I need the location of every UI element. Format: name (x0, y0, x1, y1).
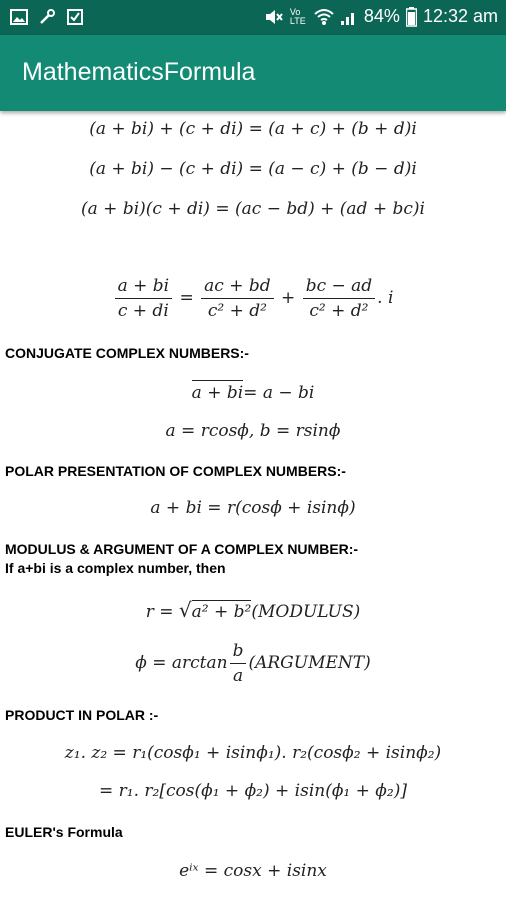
sqrt-sign: √ (178, 598, 192, 622)
heading-polar: POLAR PRESENTATION OF COMPLEX NUMBERS:- (5, 463, 346, 479)
argument-fraction: $\frac{b}{a}$ (230, 641, 247, 686)
wifi-icon (314, 8, 334, 26)
mute-icon (264, 8, 284, 26)
app-bar (0, 35, 506, 111)
division-formula: $\frac{a + bi}{c + di}$ = $\frac{ac + bd}{\text{c² + d²}}$ + $\frac{bc - ad}{\text{c² + d²}}$ . i (0, 276, 506, 321)
conjugate-ab-formula: a = rcosϕ, b = rsinϕ (165, 421, 341, 441)
product-formula-line2: = r₁. r₂[cos(ϕ₁ + ϕ₂) + isin(ϕ₁ + ϕ₂)] (99, 781, 407, 801)
polar-formula: a + bi = r(cosϕ + isinϕ) (150, 498, 356, 518)
formula-content[interactable] (0, 111, 506, 900)
heading-conjugate: CONJUGATE COMPLEX NUMBERS:- (5, 345, 249, 361)
status-bar (0, 0, 506, 35)
battery-icon (406, 7, 417, 27)
clock: 12:32 am (422, 6, 498, 26)
heading-product: PRODUCT IN POLAR :- (5, 707, 159, 723)
signal-icon (340, 8, 358, 26)
status-right-icons (264, 6, 498, 27)
modulus-formula: r = √a² + b²(MODULUS) (145, 598, 361, 622)
modulus-subheading: If a+bi is a complex number, then (5, 560, 226, 576)
battery-percent: 84% (363, 6, 400, 26)
heading-euler: EULER's Formula (5, 824, 123, 840)
division-term1-fraction: $\frac{ac + bd}{\text{c² + d²}}$ (201, 276, 273, 321)
status-left-icons (10, 8, 84, 26)
conjugate-formula: a + bi= a − bi (0, 383, 506, 403)
argument-formula: ϕ = arctan $\frac{b}{a}$ (ARGUMENT) (135, 641, 371, 686)
tools-icon (38, 8, 56, 26)
volte-label: Vo LTE (289, 6, 306, 26)
checklist-icon (66, 8, 84, 26)
subtraction-formula: (a + bi) − (c + di) = (a − c) + (b − d)i (89, 159, 417, 179)
division-lhs-fraction: $\frac{a + bi}{c + di}$ (115, 276, 173, 321)
product-formula-line1: z₁. z₂ = r₁(cosϕ₁ + isinϕ₁). r₂(cosϕ₂ + isinϕ₂) (64, 743, 442, 763)
division-term2-fraction: $\frac{bc - ad}{\text{c² + d²}}$ (303, 276, 375, 321)
app-title: MathematicsFormula (22, 58, 256, 86)
multiplication-formula: (a + bi)(c + di) = (ac − bd) + (ad + bc)i (81, 199, 425, 219)
addition-formula: (a + bi) + (c + di) = (a + c) + (b + d)i (89, 119, 417, 139)
euler-formula: eⁱˣ = cosx + isinx (179, 861, 327, 881)
heading-modulus: MODULUS & ARGUMENT OF A COMPLEX NUMBER:- (5, 541, 359, 557)
gallery-icon (10, 8, 28, 26)
